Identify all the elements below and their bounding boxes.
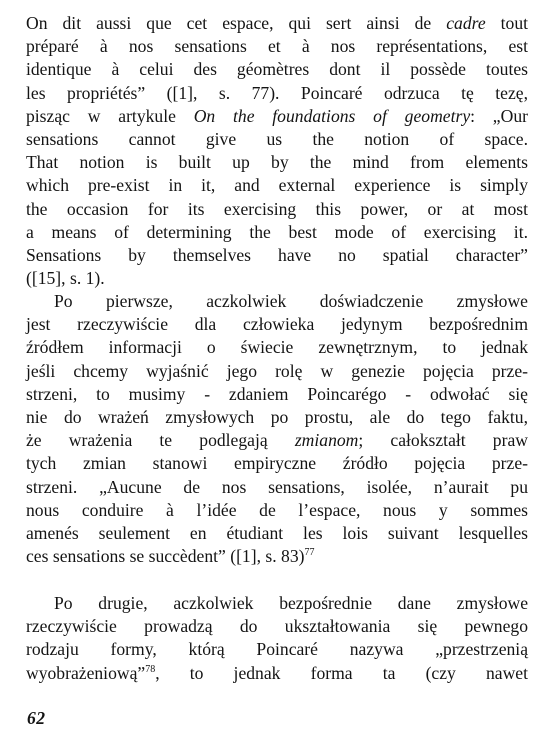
text-line: nous conduire à l’idée de l’espace, nous y sommes <box>26 499 528 520</box>
paragraph-quote-continuation <box>26 12 528 290</box>
text-line: jeśli chcemy wyjaśnić jego rolę w genezie pojęcia prze- <box>26 360 528 381</box>
text-line: préparé à nos sensations et à nos représentations, est <box>26 36 528 57</box>
text-fragment: pisząc w artykule <box>26 105 194 126</box>
text-line <box>26 662 528 685</box>
text-line: amenés seulement en étudiant les lois suivant lesquelles <box>26 522 528 543</box>
text-line: identique à celui des géomètres dont il possède toutes <box>26 59 528 80</box>
text-line: strzeni. „Aucune de nos sensations, isolée, n’aurait pu <box>26 476 528 497</box>
text-line: Sensations by themselves have no spatial character” <box>26 244 528 265</box>
text-line <box>26 545 528 568</box>
text-line <box>26 429 528 452</box>
paragraph-second-point <box>26 592 528 685</box>
italic-term: zmianom <box>294 430 359 451</box>
italic-term: cadre <box>446 13 486 33</box>
text-line: ([15], s. 1). <box>26 268 105 289</box>
text-fragment: ; całokształt praw <box>358 430 528 451</box>
text-line: which pre-exist in it, and external experience is simply <box>26 175 528 196</box>
text-fragment: On dit aussi que cet espace, qui sert ainsi de <box>26 13 447 33</box>
text-line: the occasion for its exercising this power, or at most <box>26 198 528 219</box>
text-line: nie do wrażeń zmysłowych po prostu, ale do tego faktu, <box>26 406 528 427</box>
paragraph-first-point <box>26 290 528 568</box>
footnote-marker: 77 <box>304 547 315 559</box>
text-line: a means of determining the best mode of exercising it. <box>26 221 528 242</box>
text-fragment: : „Our <box>470 105 528 126</box>
text-line: Po drugie, aczkolwiek bezpośrednie dane zmysłowe <box>54 593 528 613</box>
text-fragment: ces sensations se succèdent” ([1], s. 83) <box>26 546 305 567</box>
text-line: strzeni, to musimy - zdaniem Poincarégo - odwołać się <box>26 383 528 404</box>
text-line: les propriétés” ([1], s. 77). Poincaré odrzuca tę tezę, <box>26 82 528 103</box>
text-line <box>26 105 528 128</box>
footnote-marker: 78 <box>145 663 156 675</box>
text-line: rzeczywiście prowadzą do ukształtowania się pewnego <box>26 616 528 637</box>
text-fragment: , to jednak forma ta (czy nawet <box>155 662 528 683</box>
text-line: Po pierwsze, aczkolwiek doświadczenie zmysłowe <box>54 291 528 311</box>
text-line: rodzaju formy, którą Poincaré nazywa „przestrzenią <box>26 639 528 660</box>
text-fragment: tout <box>485 13 528 33</box>
italic-title: On the foundations of geometry <box>193 105 471 126</box>
text-line <box>26 12 528 35</box>
text-line: źródłem informacji o świecie zewnętrznym, to jednak <box>26 337 528 358</box>
page-number: 62 <box>27 708 46 728</box>
text-fragment: że wrażenia te podlegają <box>26 430 295 451</box>
text-line: sensations cannot give us the notion of space. <box>26 128 528 149</box>
text-line: tych zmian stanowi empiryczne źródło pojęcia prze- <box>26 453 528 474</box>
text-fragment: wyobrażeniową” <box>26 662 146 683</box>
text-line: That notion is built up by the mind from elements <box>26 152 528 173</box>
text-line: jest rzeczywiście dla człowieka jedynym bezpośrednim <box>26 314 528 335</box>
